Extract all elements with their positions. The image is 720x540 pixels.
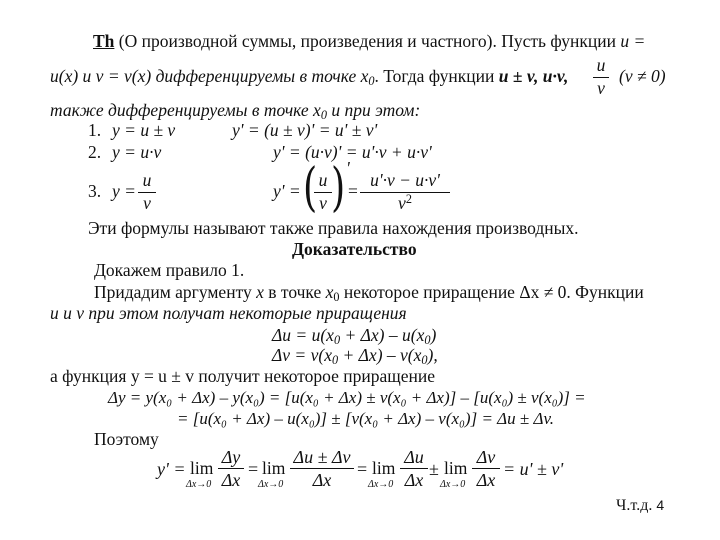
proof-p2a: Придадим аргументу bbox=[94, 282, 252, 302]
final-lhs: y' = bbox=[157, 459, 186, 479]
left-paren: ( bbox=[303, 158, 318, 218]
theorem-cond: (v ≠ 0) bbox=[619, 66, 666, 86]
theorem-label: Th bbox=[93, 31, 115, 51]
proof-p4: а функция y = u ± v получит некоторое приращение bbox=[50, 366, 435, 386]
final-frac-1 bbox=[218, 448, 244, 489]
proof-p2: Придадим аргументу x в точке $x_0$ некоторое приращение Δx ≠ 0. Функции bbox=[94, 282, 644, 305]
delta-v: $\Delta v = v(x_0 + \Delta x) - v(x_0)$, bbox=[272, 345, 438, 368]
rule-3-num: 3. bbox=[88, 181, 102, 201]
proof-p2b: в точке bbox=[268, 282, 322, 302]
proof-p2c: некоторое приращение Δx ≠ 0. Функции bbox=[343, 282, 644, 302]
theorem-u-eq: u = bbox=[620, 31, 646, 51]
rule-3-func: y = bbox=[112, 181, 136, 201]
theorem-frac-num: u bbox=[596, 55, 606, 75]
proof-therefore: Поэтому bbox=[94, 429, 159, 449]
lim-2: lim bbox=[262, 458, 286, 478]
rule-3-rhs-frac bbox=[360, 172, 450, 212]
theorem-frac-den: v bbox=[597, 77, 605, 98]
rule-1-deriv: y' = (u ± v)' = u' ± v' bbox=[232, 120, 378, 140]
delta-v-a: Δv = v(x bbox=[272, 345, 332, 365]
delta-y-line-1: Δy = y(x₀ + Δx) – y(x₀) = [u(x₀ + Δx) ± v(x₀ + Δx)] – [u(x₀) ± v(x₀)] = bbox=[108, 388, 586, 407]
theorem-line-2: u(x) и v = v(x) дифференцируемы в точке $x_0$. Тогда функции u ± v, u·v, bbox=[50, 66, 569, 89]
lim-3-sub: Δx→0 bbox=[368, 479, 394, 490]
final-frac-1-num: Δy bbox=[221, 447, 241, 467]
final-frac-4-den: Δx bbox=[476, 470, 496, 490]
rule-1-func: y = u ± v bbox=[112, 120, 176, 140]
rules-note: Эти формулы называют также правила нахождения производных. bbox=[88, 218, 579, 238]
rule-3-paren-num: u bbox=[318, 170, 328, 190]
rule-3-prime: ' bbox=[346, 158, 350, 178]
rule-3-frac-den: v bbox=[143, 192, 151, 213]
lim-1: lim bbox=[190, 458, 214, 478]
delta-u-b: + Δx) – u(x bbox=[344, 325, 425, 345]
theorem-line3-tail: и при этом: bbox=[331, 100, 421, 120]
final-frac-4 bbox=[472, 448, 500, 489]
final-frac-2-den: Δx bbox=[312, 470, 332, 490]
proof-p1: Докажем правило 1. bbox=[94, 260, 245, 280]
rule-3-rhs-den: $v^2$ bbox=[398, 191, 412, 213]
theorem-line-1 bbox=[93, 33, 645, 51]
eq-2: = bbox=[357, 459, 368, 479]
delta-y-line-2: = [u(x₀ + Δx) – u(x₀)] ± [v(x₀ + Δx) – v(x₀)] = Δu ± Δv. bbox=[177, 409, 554, 428]
delta-u-a: Δu = u(x bbox=[272, 325, 334, 345]
rule-3-paren-den: v bbox=[319, 192, 327, 213]
final-frac-2-num: Δu ± Δv bbox=[293, 447, 351, 467]
rule-3-paren-frac bbox=[314, 172, 332, 212]
rule-2-deriv: y' = (u·v)' = u'·v + u·v' bbox=[273, 142, 432, 162]
rule-3-rhs-den-v: v bbox=[398, 192, 406, 213]
delta-u: $\Delta u = u(x_0 + \Delta x) - u(x_0)$ bbox=[272, 325, 437, 348]
page-number: 4 bbox=[656, 497, 665, 513]
lim-4: lim bbox=[444, 458, 468, 478]
lim-3: lim bbox=[372, 458, 396, 478]
final-result: = u' ± v' bbox=[503, 459, 564, 479]
rule-3-frac-num: u bbox=[142, 170, 152, 190]
eq-1: = bbox=[248, 459, 259, 479]
qed-mark bbox=[616, 498, 664, 514]
lim-4-sub: Δx→0 bbox=[440, 479, 466, 490]
theorem-frac bbox=[593, 57, 609, 97]
proof-p3: u и v при этом получат некоторые приращения bbox=[50, 303, 407, 323]
final-frac-4-num: Δv bbox=[476, 447, 496, 467]
rule-2-num: 2. bbox=[88, 142, 102, 162]
qed-text: Ч.т.д. bbox=[616, 497, 653, 514]
theorem-line2-b: . Тогда функции bbox=[374, 66, 495, 86]
pm-sign: ± bbox=[429, 459, 439, 479]
theorem-title: (О производной суммы, произведения и частного). Пусть функции bbox=[118, 31, 616, 51]
proof-heading: Доказательство bbox=[292, 239, 417, 259]
theorem-line-3: также дифференцируемы в точке $x_0$ и при этом: bbox=[50, 100, 421, 123]
final-frac-3-den: Δx bbox=[404, 470, 424, 490]
theorem-ops: u ± v, u·v, bbox=[498, 66, 569, 86]
final-frac-2 bbox=[290, 448, 354, 489]
final-frac-3 bbox=[400, 448, 428, 489]
theorem-line2-a: u(x) и v = v(x) дифференцируемы в точке x bbox=[50, 66, 369, 86]
delta-v-b: + Δx) – v(x bbox=[342, 345, 422, 365]
rule-3-rhs-num: u'·v − u·v' bbox=[370, 170, 440, 190]
right-paren: ) bbox=[331, 158, 346, 218]
rule-1-num: 1. bbox=[88, 120, 102, 140]
rule-3-eq: = bbox=[348, 181, 358, 201]
rule-3-lhs: y' = bbox=[273, 181, 301, 201]
rule-2-func: y = u·v bbox=[112, 142, 162, 162]
final-frac-3-num: Δu bbox=[404, 447, 424, 467]
rule-3-frac bbox=[138, 172, 156, 212]
final-frac-1-den: Δx bbox=[221, 470, 241, 490]
lim-2-sub: Δx→0 bbox=[258, 479, 284, 490]
lim-1-sub: Δx→0 bbox=[186, 479, 212, 490]
theorem-line3-text: также дифференцируемы в точке x bbox=[50, 100, 321, 120]
